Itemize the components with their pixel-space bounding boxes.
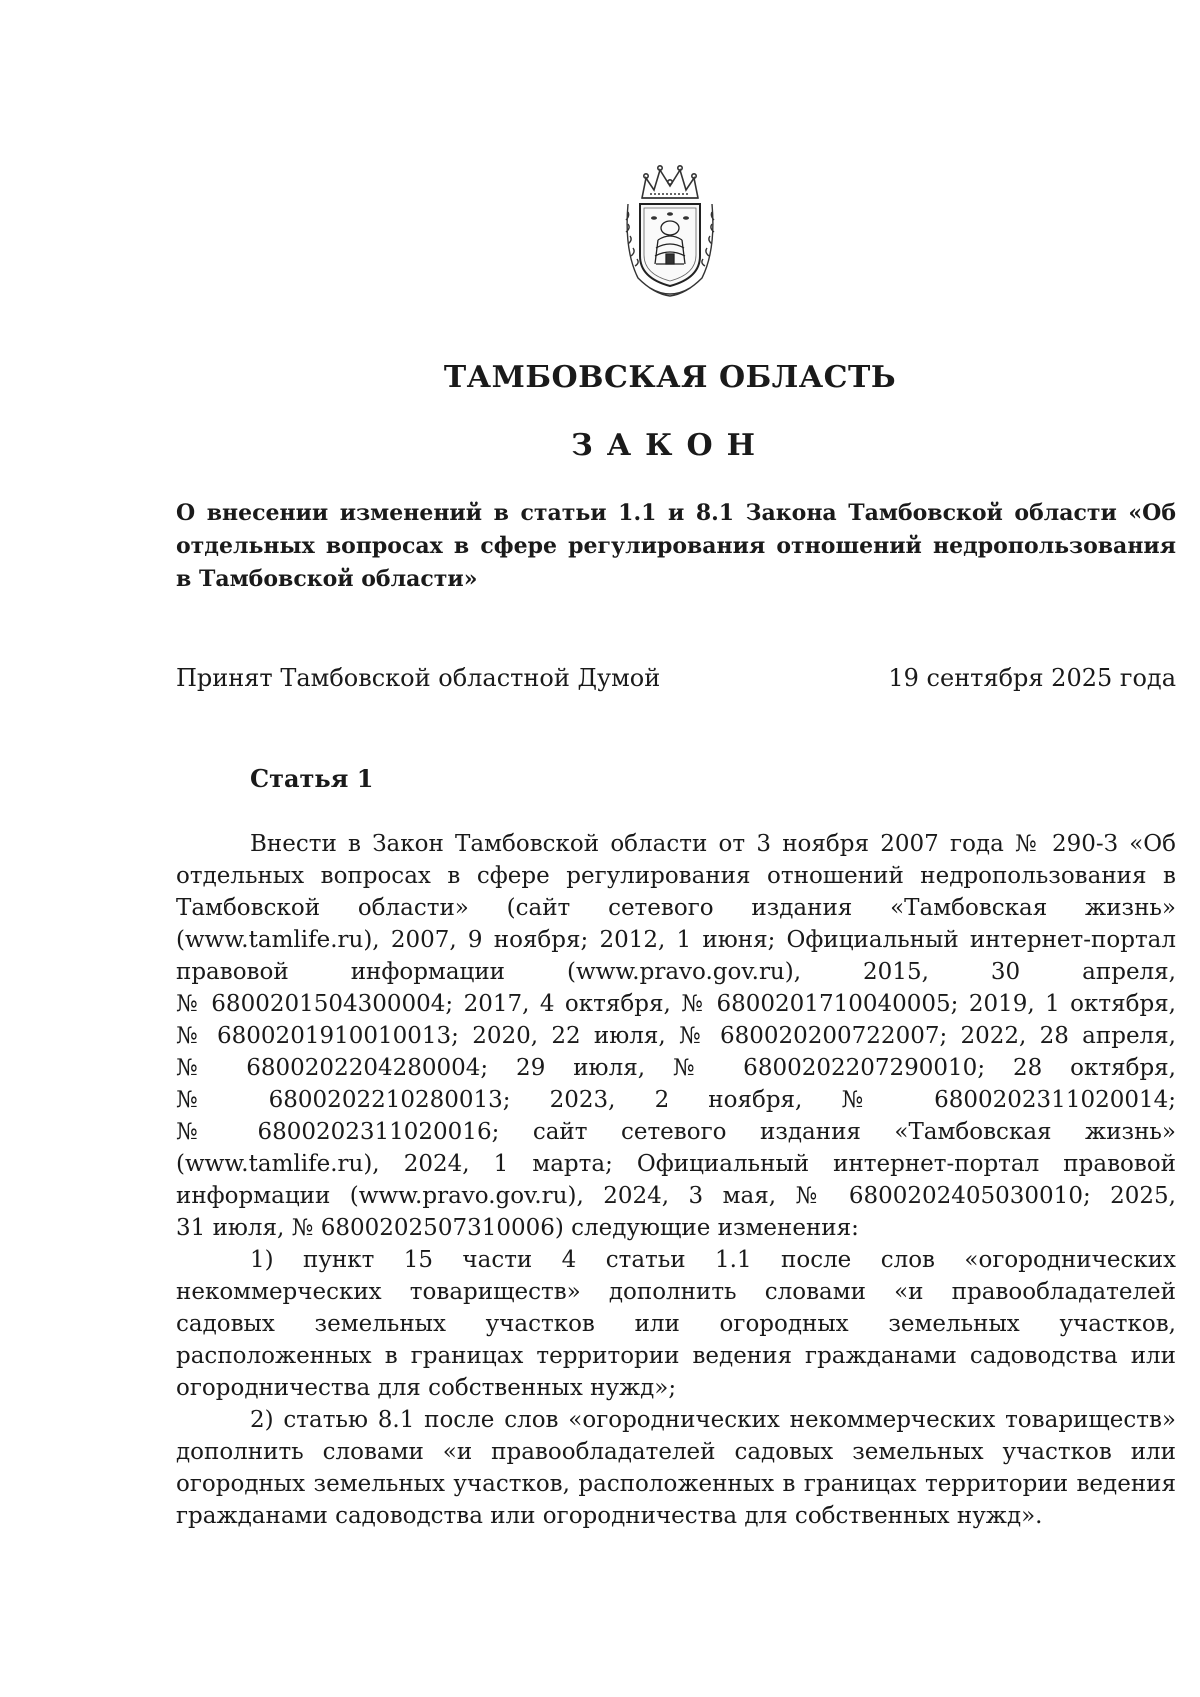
article-line: № 6800202210280013; 2023, 2 ноября, № 6800202311020014; — [176, 1087, 1176, 1113]
article-line: гражданами садоводства или огородничества для собственных нужд». — [176, 1503, 1043, 1529]
article-line: огородничества для собственных нужд»; — [176, 1375, 677, 1401]
law-subject-line: О внесении изменений в статьи 1.1 и 8.1 Закона Тамбовской области «Об — [176, 500, 1176, 526]
tambov-coat-of-arms-icon — [620, 160, 720, 300]
article-line: (www.tamlife.ru), 2024, 1 марта; Официальный интернет-портал правовой — [176, 1151, 1176, 1177]
article-line: 1) пункт 15 части 4 статьи 1.1 после слов «огороднических — [250, 1247, 1176, 1273]
adoption-date: 19 сентября 2025 года — [888, 664, 1176, 692]
article-line: № 6800202204280004; 29 июля, № 6800202207290010; 28 октября, — [176, 1055, 1176, 1081]
law-subject-line: в Тамбовской области» — [176, 566, 478, 592]
article-line: правовой информации (www.pravo.gov.ru), 2015, 30 апреля, — [176, 959, 1176, 985]
article-line: некоммерческих товариществ» дополнить словами «и правообладателей — [176, 1279, 1176, 1305]
article-line: № 6800201910010013; 2020, 22 июля, № 680020200722007; 2022, 28 апреля, — [176, 1023, 1176, 1049]
article-line: садовых земельных участков или огородных земельных участков, — [176, 1311, 1176, 1337]
article-line: 31 июля, № 6800202507310006) следующие изменения: — [176, 1215, 859, 1241]
law-title: ЗАКОН — [571, 428, 769, 463]
article-line: 2) статью 8.1 после слов «огороднических некоммерческих товариществ» — [250, 1407, 1176, 1433]
article-line: № 6800202311020016; сайт сетевого издания «Тамбовская жизнь» — [176, 1119, 1176, 1145]
article-line: Внести в Закон Тамбовской области от 3 ноября 2007 года № 290-З «Об — [250, 831, 1176, 857]
law-subject — [176, 497, 1176, 596]
article-line: дополнить словами «и правообладателей садовых земельных участков или — [176, 1439, 1176, 1465]
article-line: № 6800201504300004; 2017, 4 октября, № 6800201710040005; 2019, 1 октября, — [176, 991, 1176, 1017]
article-line: огородных земельных участков, расположенных в границах территории ведения — [176, 1471, 1176, 1497]
law-subject-line: отдельных вопросах в сфере регулирования отношений недропользования — [176, 533, 1176, 559]
article-line: (www.tamlife.ru), 2007, 9 ноября; 2012, 1 июня; Официальный интернет-портал — [176, 927, 1176, 953]
region-title: ТАМБОВСКАЯ ОБЛАСТЬ — [443, 360, 897, 395]
article-body — [176, 828, 1176, 1532]
adopted-by: Принят Тамбовской областной Думой — [176, 664, 661, 692]
article-heading: Статья 1 — [250, 764, 374, 793]
article-line: информации (www.pravo.gov.ru), 2024, 3 мая, № 6800202405030010; 2025, — [176, 1183, 1176, 1209]
article-line: расположенных в границах территории ведения гражданами садоводства или — [176, 1343, 1176, 1369]
article-line: отдельных вопросах в сфере регулирования отношений недропользования в — [176, 863, 1176, 889]
article-line: Тамбовской области» (сайт сетевого издания «Тамбовская жизнь» — [176, 895, 1176, 921]
